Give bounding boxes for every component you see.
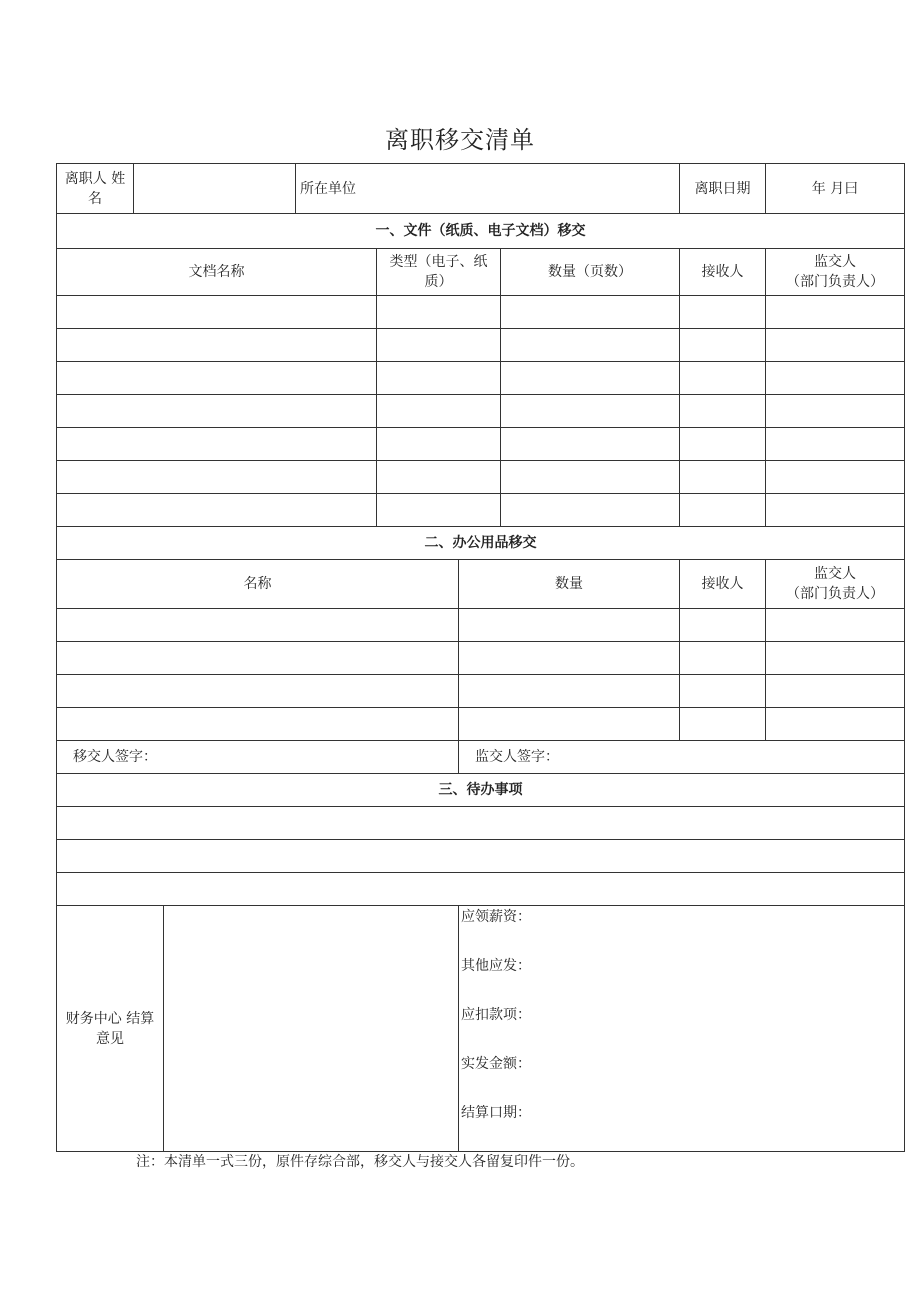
document-name-cell[interactable]: [57, 494, 377, 527]
col-supply-name: 名称: [57, 560, 459, 609]
document-qty-cell[interactable]: [501, 395, 680, 428]
section-documents-title: 一、文件（纸质、电子文档）移交: [57, 214, 905, 249]
document-name-cell[interactable]: [57, 329, 377, 362]
table-row: [57, 642, 905, 675]
settlement-details[interactable]: [459, 906, 905, 1152]
document-receiver-cell[interactable]: [680, 362, 766, 395]
col-supply-qty: 数量: [459, 560, 680, 609]
supply-qty-cell[interactable]: [459, 675, 680, 708]
section-pending-items-title: 三、待办事项: [57, 774, 905, 807]
col-document-receiver: 接收人: [680, 249, 766, 296]
document-supervisor-cell[interactable]: [766, 494, 905, 527]
document-supervisor-cell[interactable]: [766, 461, 905, 494]
supply-name-cell[interactable]: [57, 642, 459, 675]
document-qty-cell[interactable]: [501, 428, 680, 461]
document-name-cell[interactable]: [57, 461, 377, 494]
document-receiver-cell[interactable]: [680, 296, 766, 329]
supply-qty-cell[interactable]: [459, 642, 680, 675]
document-qty-cell[interactable]: [501, 494, 680, 527]
list-item: [57, 873, 905, 906]
table-row: [57, 296, 905, 329]
deductions-label: 应扣款项：: [461, 1007, 531, 1023]
departing-name-label: 离职人 姓 名: [57, 164, 134, 214]
document-name-cell[interactable]: [57, 428, 377, 461]
departure-date-field[interactable]: 年 月曰: [766, 164, 905, 214]
col-supply-receiver: 接收人: [680, 560, 766, 609]
supply-receiver-cell[interactable]: [680, 675, 766, 708]
net-amount-label: 实发金额：: [461, 1056, 531, 1072]
document-supervisor-cell[interactable]: [766, 329, 905, 362]
finance-row: [57, 906, 905, 1152]
document-type-cell[interactable]: [377, 428, 501, 461]
document-supervisor-cell[interactable]: [766, 296, 905, 329]
payable-salary-label: 应领薪资：: [461, 909, 531, 925]
table-row: [57, 609, 905, 642]
document-type-cell[interactable]: [377, 296, 501, 329]
document-type-cell[interactable]: [377, 461, 501, 494]
document-receiver-cell[interactable]: [680, 428, 766, 461]
documents-header-row: [57, 249, 905, 296]
table-row: [57, 395, 905, 428]
col-document-qty: 数量（页数）: [501, 249, 680, 296]
supply-receiver-cell[interactable]: [680, 642, 766, 675]
document-receiver-cell[interactable]: [680, 494, 766, 527]
document-qty-cell[interactable]: [501, 362, 680, 395]
handover-signature-field[interactable]: 移交人签字：: [57, 741, 459, 774]
departing-name-field[interactable]: [134, 164, 296, 214]
footnote: 注：本清单一式三份，原件存综合部，移交人与接交人各留复印件一份。: [136, 1154, 584, 1170]
handover-table: [56, 163, 905, 1152]
unit-label: 所在单位: [300, 180, 356, 197]
pending-item-cell[interactable]: [57, 840, 905, 873]
supply-receiver-cell[interactable]: [680, 708, 766, 741]
supply-qty-cell[interactable]: [459, 708, 680, 741]
col-document-type: 类型（电子、纸 质）: [377, 249, 501, 296]
settlement-date-label: 结算口期：: [461, 1105, 531, 1121]
supply-name-cell[interactable]: [57, 675, 459, 708]
supply-supervisor-cell[interactable]: [766, 708, 905, 741]
document-type-cell[interactable]: [377, 395, 501, 428]
header-row: [57, 164, 905, 214]
table-row: [57, 461, 905, 494]
document-type-cell[interactable]: [377, 362, 501, 395]
document-receiver-cell[interactable]: [680, 461, 766, 494]
other-payments-label: 其他应发：: [461, 958, 531, 974]
document-qty-cell[interactable]: [501, 461, 680, 494]
document-name-cell[interactable]: [57, 395, 377, 428]
supply-supervisor-cell[interactable]: [766, 675, 905, 708]
list-item: [57, 807, 905, 840]
supply-name-cell[interactable]: [57, 609, 459, 642]
document-qty-cell[interactable]: [501, 296, 680, 329]
table-row: [57, 329, 905, 362]
document-type-cell[interactable]: [377, 494, 501, 527]
supply-supervisor-cell[interactable]: [766, 642, 905, 675]
table-row: [57, 428, 905, 461]
section-office-supplies-title: 二、办公用品移交: [57, 527, 905, 560]
finance-center-label: 财务中心 结算 意见: [57, 906, 164, 1152]
page-title: 离职移交清单: [385, 126, 535, 154]
col-document-supervisor: 监交人 （部门负责人）: [766, 249, 905, 296]
supply-receiver-cell[interactable]: [680, 609, 766, 642]
signature-row: [57, 741, 905, 774]
table-row: [57, 494, 905, 527]
document-supervisor-cell[interactable]: [766, 362, 905, 395]
table-row: [57, 675, 905, 708]
list-item: [57, 840, 905, 873]
document-supervisor-cell[interactable]: [766, 395, 905, 428]
supervisor-signature-field[interactable]: 监交人签字：: [459, 741, 905, 774]
document-qty-cell[interactable]: [501, 329, 680, 362]
supply-name-cell[interactable]: [57, 708, 459, 741]
document-name-cell[interactable]: [57, 296, 377, 329]
table-row: [57, 362, 905, 395]
finance-opinion-field[interactable]: [164, 906, 459, 1152]
handover-form: [56, 163, 884, 1152]
document-receiver-cell[interactable]: [680, 329, 766, 362]
table-row: [57, 708, 905, 741]
supplies-header-row: [57, 560, 905, 609]
document-name-cell[interactable]: [57, 362, 377, 395]
col-document-name: 文档名称: [57, 249, 377, 296]
pending-item-cell[interactable]: [57, 873, 905, 906]
supply-qty-cell[interactable]: [459, 609, 680, 642]
unit-field[interactable]: [296, 164, 680, 214]
document-type-cell[interactable]: [377, 329, 501, 362]
pending-item-cell[interactable]: [57, 807, 905, 840]
departure-date-label: 离职日期: [680, 164, 766, 214]
col-supply-supervisor: 监交人 （部门负责人）: [766, 560, 905, 609]
document-receiver-cell[interactable]: [680, 395, 766, 428]
supply-supervisor-cell[interactable]: [766, 609, 905, 642]
document-supervisor-cell[interactable]: [766, 428, 905, 461]
